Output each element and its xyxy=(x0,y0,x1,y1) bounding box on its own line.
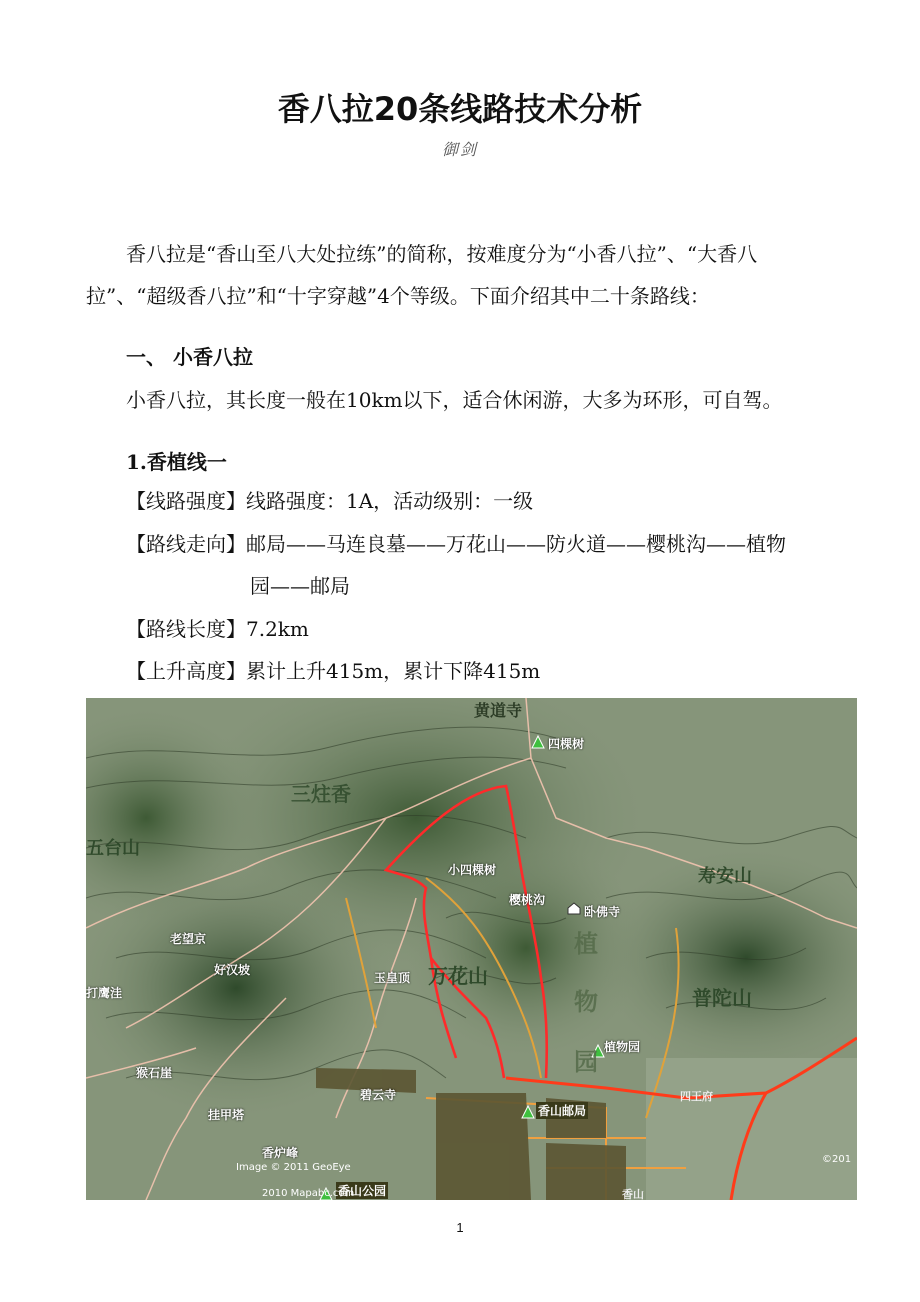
section-description: 小香八拉，其长度一般在10km以下，适合休闲游，大多为环形，可自驾。 xyxy=(126,388,783,412)
map-label-houshiya: 猴石崖 xyxy=(136,1066,173,1080)
map-label-sanjiaxiang: 三炷香 xyxy=(291,782,351,806)
route-title: 1.香植线一 xyxy=(126,450,227,474)
author: 御剑 xyxy=(441,140,478,159)
map-label-sijiashu: 四棵树 xyxy=(548,737,585,751)
map-label-haohanpo: 好汉坡 xyxy=(214,963,251,977)
map-label-wutaishan: 五台山 xyxy=(86,838,140,859)
map-label-xiaosijiashu: 小四棵树 xyxy=(448,863,497,877)
route-strength xyxy=(126,487,533,515)
map-label-laowangjing: 老望京 xyxy=(170,932,207,946)
map-label-wofosi: 卧佛寺 xyxy=(584,905,621,919)
map-label-huangyesi: 黄道寺 xyxy=(474,701,523,720)
section-heading: 一、 小香八拉 xyxy=(126,345,253,369)
document-title: 香八拉20条线路技术分析 xyxy=(277,90,643,128)
route-length xyxy=(126,615,309,643)
direction-value-2: 园——邮局 xyxy=(250,574,350,598)
page-number: 1 xyxy=(456,1220,464,1235)
route-map[interactable] xyxy=(86,698,857,1200)
map-copyright-year: ©201 xyxy=(822,1154,852,1165)
map-label-xiangshangongyuan: 香山公园 xyxy=(338,1184,387,1198)
ascent-value: 累计上升415m，累计下降415m xyxy=(246,659,541,683)
map-label-yingtaogou: 樱桃沟 xyxy=(509,893,546,907)
map-copyright-mapabc: 2010 Mapabc.com xyxy=(262,1188,355,1199)
map-label-daying: 打鹰洼 xyxy=(86,986,123,1000)
direction-value-1: 邮局——马连良墓——万花山——防火道——樱桃沟——植物 xyxy=(246,532,786,556)
map-label-zhi: 植 xyxy=(574,930,598,958)
map-label-yuhuangding: 玉皇顶 xyxy=(374,971,411,985)
map-label-xianglufeng: 香炉峰 xyxy=(262,1146,299,1160)
map-label-putuoshan: 普陀山 xyxy=(692,986,752,1010)
map-label-xiangshanyouju: 香山邮局 xyxy=(538,1104,587,1118)
map-label-xiangshan: 香山 xyxy=(622,1188,644,1200)
length-label: 【路线长度】 xyxy=(126,617,246,641)
map-label-guajiata: 挂甲塔 xyxy=(208,1108,245,1122)
intro-paragraph xyxy=(86,233,834,317)
map-copyright-geoeye: Image © 2011 GeoEye xyxy=(236,1162,351,1173)
route-direction xyxy=(126,523,846,607)
map-label-biyunsi: 碧云寺 xyxy=(360,1088,397,1102)
length-value: 7.2km xyxy=(246,617,309,641)
map-label-sifu: 四王府 xyxy=(680,1090,713,1103)
map-label-wanhuashan: 万花山 xyxy=(428,964,488,988)
map-label-zhiwuyuan: 植物园 xyxy=(604,1040,641,1054)
map-label-yuan: 园 xyxy=(574,1048,598,1076)
direction-label: 【路线走向】 xyxy=(126,532,246,556)
map-label-wu: 物 xyxy=(574,988,598,1016)
route-ascent xyxy=(126,657,540,685)
strength-label: 【线路强度】 xyxy=(126,489,246,513)
strength-value: 线路强度：1A，活动级别：一级 xyxy=(246,489,534,513)
intro-text: 香八拉是“香山至八大处拉练”的简称，按难度分为“小香八拉”、“大香八拉”、“超级香八拉”和“十字穿越”4个等级。下面介绍其中二十条路线： xyxy=(86,242,758,308)
ascent-label: 【上升高度】 xyxy=(126,659,246,683)
map-label-shouanshan: 寿安山 xyxy=(698,866,752,887)
map-canvas xyxy=(86,698,857,1200)
